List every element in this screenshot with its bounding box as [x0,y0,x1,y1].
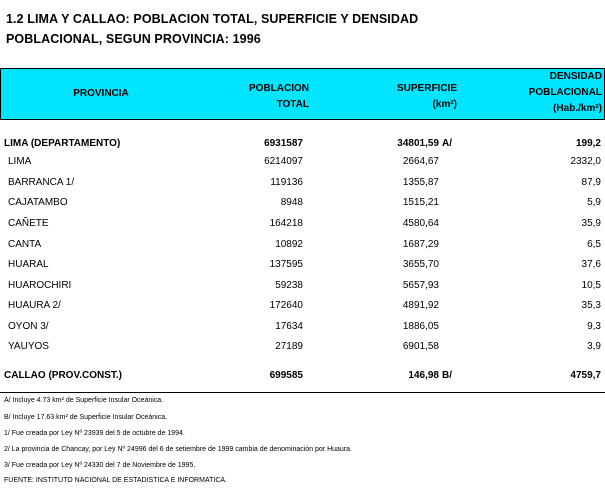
provincia-cell: HUARAL [8,259,49,270]
table-row [0,317,605,337]
footnote: A/ Incluye 4.73 km² de Superficie Insular Oceánica. [4,397,164,404]
header-superficie-line-1: SUPERFICIE [396,83,457,94]
table-row [0,214,605,234]
poblacion-cell: 27189 [275,341,303,352]
note-cell: B/ [442,370,452,381]
superficie-cell: 3655,70 [402,259,439,270]
superficie-cell: 34801,59 [397,138,439,149]
poblacion-cell: 137595 [269,259,303,270]
poblacion-cell: 8948 [280,197,303,208]
poblacion-cell: 119136 [270,177,303,188]
table-row [0,235,605,255]
superficie-cell: 1886,05 [402,321,439,332]
footnote: 2/ La provincia de Chancay, por Ley Nº 24996 del 6 de setiembre de 1999 cambia de denominación por Huaura. [4,446,352,453]
provincia-cell: CANTA [8,239,42,250]
densidad-cell: 199,2 [575,138,601,149]
provincia-cell: BARRANCA 1/ [8,177,75,188]
superficie-cell: 1515,21 [402,197,439,208]
table-row [0,276,605,296]
poblacion-cell: 17634 [275,321,303,332]
header-poblacion-line-1: POBLACION [249,83,309,94]
provincia-cell: HUAURA 2/ [8,300,61,311]
densidad-cell: 35,3 [581,300,601,311]
provincia-cell: CALLAO (PROV.CONST.) [4,370,122,381]
poblacion-cell: 172640 [269,300,303,311]
superficie-cell: 6901,58 [402,341,439,352]
superficie-cell: 1687,29 [402,239,439,250]
provincia-cell: LIMA [8,156,32,167]
table-row [0,337,605,357]
header-poblacion-line-2: TOTAL [276,99,309,110]
superficie-cell: 4580,64 [402,218,439,229]
densidad-cell: 4759,7 [570,370,601,381]
footnote: 1/ Fue creada por Ley Nº 23939 del 5 de octubre de 1994. [4,430,185,437]
densidad-cell: 3,9 [587,341,601,352]
header-superficie-line-2: (km²) [432,99,457,110]
provincia-cell: YAUYOS [8,341,49,352]
provincia-cell: LIMA (DEPARTAMENTO) [4,138,121,149]
table-row [0,296,605,316]
densidad-cell: 10,5 [581,280,601,291]
table-row [0,134,605,154]
header-poblacion [201,81,309,113]
densidad-cell: 35,9 [581,218,601,229]
table-row [0,173,605,193]
superficie-cell: 146,98 [408,370,439,381]
table-title-line-2: POBLACIONAL, SEGUN PROVINCIA: 1996 [6,32,261,46]
provincia-cell: OYON 3/ [8,321,49,332]
provincia-cell: CAJATAMBO [8,197,68,208]
table-header [0,68,605,120]
table-row [0,366,605,386]
poblacion-cell: 59238 [275,280,303,291]
densidad-cell: 6,5 [587,239,601,250]
footnote-divider [0,392,605,393]
densidad-cell: 9,3 [587,321,601,332]
provincia-cell: CAÑETE [8,218,49,229]
densidad-cell: 5,9 [587,197,601,208]
superficie-cell: 1355,87 [402,177,439,188]
note-cell: A/ [442,138,452,149]
densidad-cell: 87,9 [581,177,601,188]
poblacion-cell: 6214097 [264,156,303,167]
provincia-cell: HUAROCHIRI [8,280,72,291]
header-densidad-line-1: DENSIDAD [549,71,602,82]
table-row [0,193,605,213]
poblacion-cell: 164218 [269,218,303,229]
table-title-line-1: 1.2 LIMA Y CALLAO: POBLACION TOTAL, SUPERFICIE Y DENSIDAD [6,12,419,26]
header-provincia-label: PROVINCIA [73,88,129,99]
densidad-cell: 37,6 [581,259,601,270]
poblacion-cell: 10892 [275,239,303,250]
table-row [0,255,605,275]
superficie-cell: 4891,92 [402,300,439,311]
densidad-cell: 2332,0 [570,156,601,167]
footnote: B/ Incluye 17.63 km² de Superficie Insular Oceánica. [4,414,168,421]
header-provincia [1,86,201,102]
header-superficie [313,81,457,113]
superficie-cell: 2664,67 [402,156,439,167]
header-densidad-line-3: (Hab./km²) [553,103,602,114]
poblacion-cell: 6931587 [264,138,303,149]
header-densidad-line-2: POBLACIONAL [528,87,602,98]
footnote: 3/ Fue creada por Ley Nº 24330 del 7 de Noviembre de 1995. [4,462,196,469]
table-row [0,152,605,172]
header-densidad [459,69,602,117]
superficie-cell: 5657,93 [402,280,439,291]
poblacion-cell: 699585 [269,370,303,381]
source-note: FUENTE: INSTITUTO NACIONAL DE ESTADISTICA E INFORMATICA. [4,477,227,484]
